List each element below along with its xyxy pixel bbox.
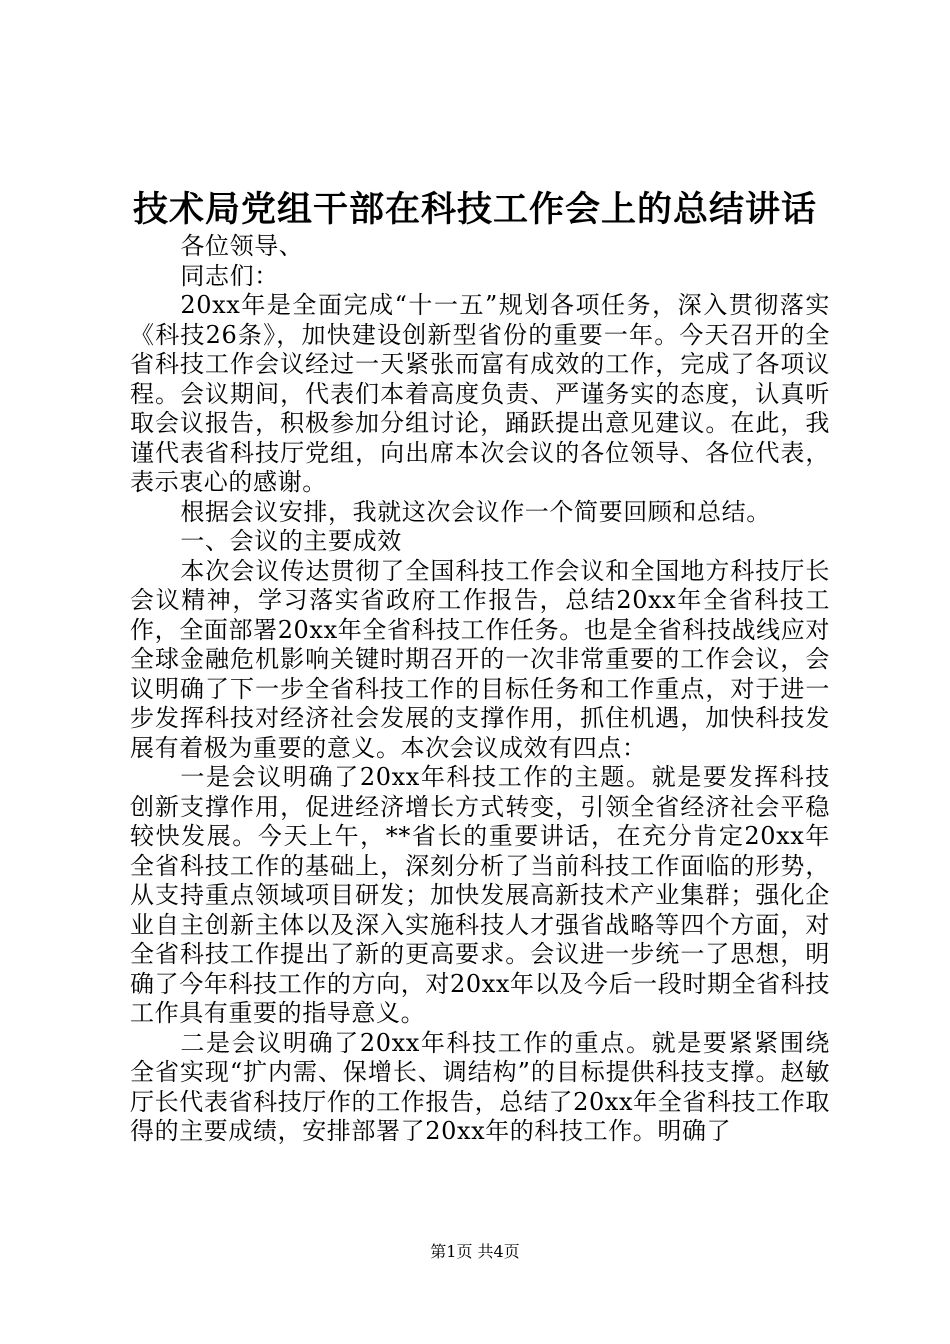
document-title: 技术局党组干部在科技工作会上的总结讲话 (132, 189, 817, 230)
paragraph-intro: 根据会议安排，我就这次会议作一个简要回顾和总结。 (180, 497, 771, 526)
paragraph-point-two: 二是会议明确了20xx年科技工作的重点。就是要紧紧围绕全省实现“扩内需、保增长、调结构”的目标提供科技支撑。赵敏厅长代表省科技厅作的工作报告，总结了20xx年全省科技工作取得的主要成绩，安排部署了20xx年的科技工作。明确了 (130, 1028, 830, 1145)
document-body (130, 232, 830, 1147)
section-heading: 一、会议的主要成效 (180, 527, 402, 555)
page-footer: 第1页 共4页 (430, 1242, 520, 1261)
paragraph-meeting-summary: 本次会议传达贯彻了全国科技工作会议和全国地方科技厅长会议精神，学习落实省政府工作报告，总结20xx年全省科技工作，全面部署20xx年全省科技工作任务。也是全省科技战线应对全球金融危机影响关键时期召开的一次非常重要的工作会议，会议明确了下一步全省科技工作的目标任务和工作重点，对于进一步发挥科技对经济社会发展的支撑作用，抓住机遇，加快科技发展有着极为重要的意义。本次会议成效有四点： (130, 556, 830, 762)
paragraph-point-one: 一是会议明确了20xx年科技工作的主题。就是要发挥科技创新支撑作用，促进经济增长方式转变，引领全省经济社会平稳较快发展。今天上午，**省长的重要讲话，在充分肯定20xx年全省科技工作的基础上，深刻分析了当前科技工作面临的形势，从支持重点领域项目研发；加快发展高新技术产业集群；强化企业自主创新主体以及深入实施科技人才强省战略等四个方面，对全省科技工作提出了新的更高要求。会议进一步统一了思想，明确了今年科技工作的方向，对20xx年以及今后一段时期全省科技工作具有重要的指导意义。 (130, 763, 830, 1027)
salutation-leaders: 各位领导、 (180, 232, 304, 260)
paragraph-opening: 20xx年是全面完成“十一五”规划各项任务，深入贯彻落实《科技26条》，加快建设创新型省份的重要一年。今天召开的全省科技工作会议经过一天紧张而富有成效的工作，完成了各项议程。会议期间，代表们本着高度负责、严谨务实的态度，认真听取会议报告，积极参加分组讨论，踊跃提出意见建议。在此，我谨代表省科技厅党组，向出席本次会议的各位领导、各位代表，表示衷心的感谢。 (130, 291, 830, 496)
salutation-comrades: 同志们： (180, 261, 279, 290)
